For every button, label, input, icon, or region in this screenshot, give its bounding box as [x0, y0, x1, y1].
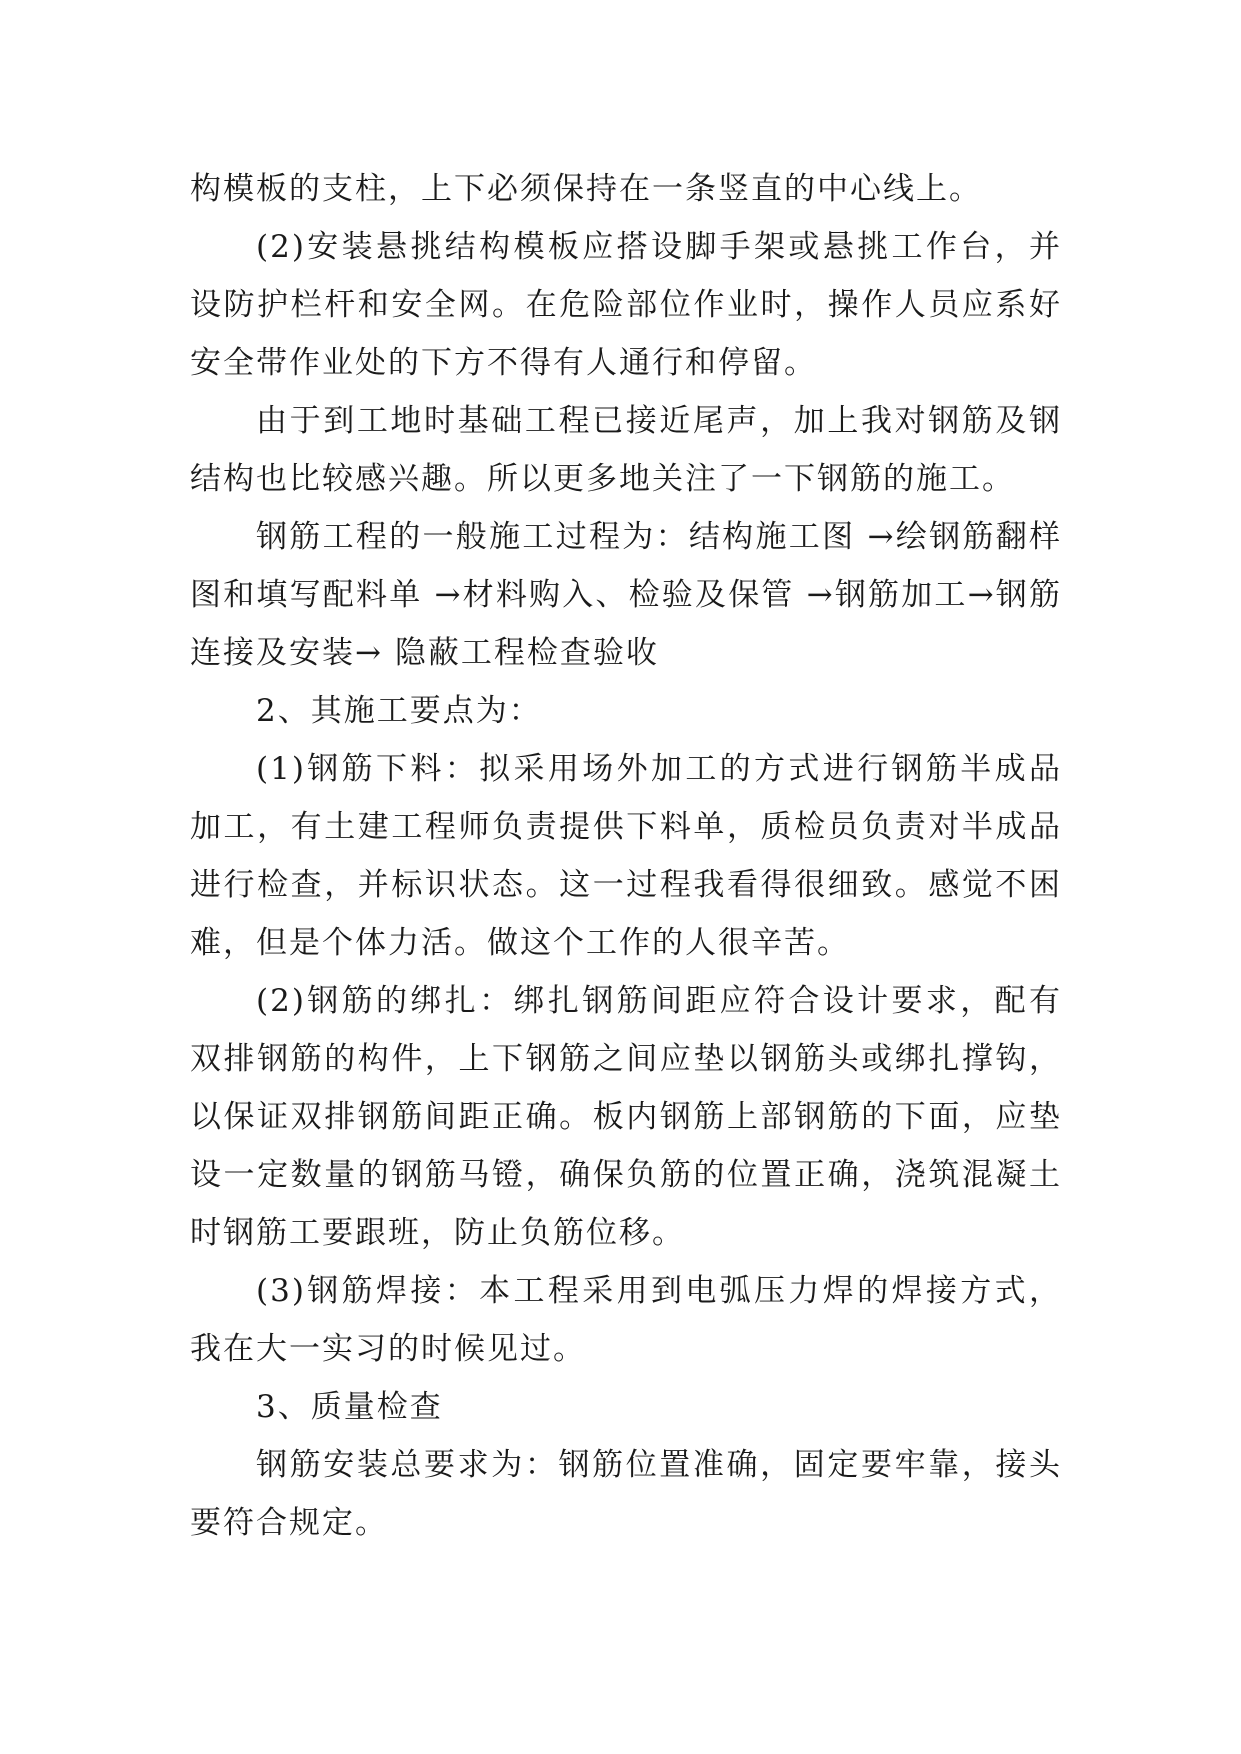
heading-quality-check: 3、质量检查: [256, 1389, 443, 1425]
paragraph-site-interest: 由于到工地时基础工程已接近尾声，加上我对钢筋及钢结构也比较感兴趣。所以更多地关注了一下钢筋的施工。: [190, 403, 1062, 497]
heading-construction-points: 2、其施工要点为：: [256, 693, 542, 729]
paragraph-rebar-binding: (2)钢筋的绑扎：绑扎钢筋间距应符合设计要求，配有双排钢筋的构件，上下钢筋之间应垫以钢筋头或绑扎撑钩，以保证双排钢筋间距正确。板内钢筋上部钢筋的下面，应垫设一定数量的钢筋马镫，确保负筋的位置正确，浇筑混凝土时钢筋工要跟班，防止负筋位移。: [190, 983, 1062, 1251]
paragraph-rebar-cutting: (1)钢筋下料：拟采用场外加工的方式进行钢筋半成品加工，有土建工程师负责提供下料单，质检员负责对半成品进行检查，并标识状态。这一过程我看得很细致。感觉不困难，但是个体力活。做这个工作的人很辛苦。: [190, 751, 1062, 961]
paragraph-installation-requirements: 钢筋安装总要求为：钢筋位置准确，固定要牢靠，接头要符合规定。: [190, 1447, 1062, 1541]
paragraph-continuation: 构模板的支柱，上下必须保持在一条竖直的中心线上。: [190, 171, 982, 207]
paragraph-rebar-welding: (3)钢筋焊接：本工程采用到电弧压力焊的焊接方式，我在大一实习的时候见过。: [190, 1273, 1062, 1367]
paragraph-rebar-process: 钢筋工程的一般施工过程为：结构施工图 →绘钢筋翻样图和填写配料单 →材料购入、检验及保管 →钢筋加工→钢筋连接及安装→ 隐蔽工程检查验收: [190, 519, 1062, 671]
paragraph-cantilever-formwork: (2)安装悬挑结构模板应搭设脚手架或悬挑工作台，并设防护栏杆和安全网。在危险部位作业时，操作人员应系好安全带作业处的下方不得有人通行和停留。: [190, 229, 1062, 381]
document-body: [190, 160, 1062, 1552]
